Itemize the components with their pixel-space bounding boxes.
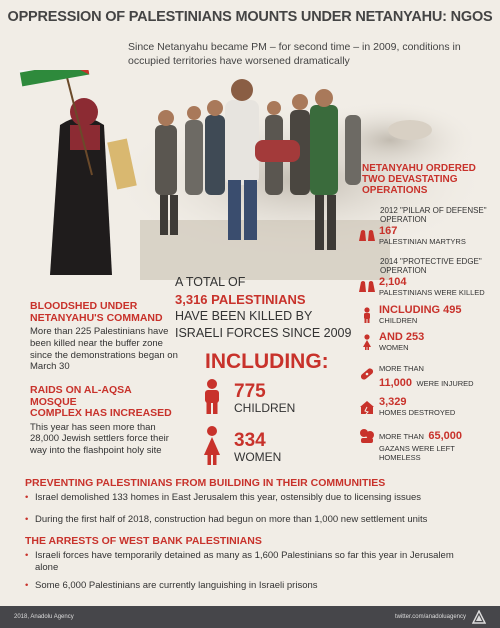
raids-text: This year has seen more than 28,000 Jewish settlers force their way into the flashpoint holy site xyxy=(30,421,169,457)
stat-op2-women xyxy=(355,332,424,352)
op1-title xyxy=(380,206,487,224)
bloodshed-heading-line1: BLOODSHED UNDER xyxy=(30,300,138,312)
including-heading: INCLUDING: xyxy=(205,350,329,373)
op2-killed-label: PALESTINIANS WERE KILLED xyxy=(379,288,485,297)
op1-martyrs-label: PALESTINIAN MARTYRS xyxy=(379,237,466,246)
op2-children-prefix: INCLUDING xyxy=(379,304,441,316)
stat-homeless xyxy=(355,426,462,462)
bloodshed-block xyxy=(30,301,180,373)
center-women-number: 334 xyxy=(234,430,266,451)
footer-twitter-link[interactable]: twitter.com/anadoluagency xyxy=(394,614,466,620)
stat-op2-killed xyxy=(355,277,485,297)
destroyed-house-icon xyxy=(355,397,379,415)
homeless-label-line1: GAZANS WERE LEFT xyxy=(379,444,455,453)
op2-title xyxy=(380,257,482,275)
page-title: OPPRESSION OF PALESTINIANS MOUNTS UNDER NETANYAHU: NGOS xyxy=(7,9,493,25)
op1-title-line2: OPERATION xyxy=(380,215,427,224)
op2-women-label: WOMEN xyxy=(379,343,409,352)
injured-label: WERE INJURED xyxy=(416,379,474,388)
page-subtitle: Since Netanyahu became PM – for second time – in 2009, conditions in occupied territories have worsened dramatically xyxy=(128,41,461,67)
preventing-section xyxy=(25,477,495,526)
op1-title-line1: 2012 "PILLAR OF DEFENSE" xyxy=(380,206,487,215)
total-line1: A TOTAL OF xyxy=(175,275,246,289)
homes-number: 3,329 xyxy=(379,396,407,408)
op2-women-prefix: AND xyxy=(379,331,403,343)
footer-right xyxy=(395,610,486,624)
op2-title-line1: 2014 "PROTECTIVE EDGE" xyxy=(380,257,482,266)
op1-martyrs-number: 167 xyxy=(379,225,398,237)
total-line3: HAVE BEEN KILLED BY xyxy=(175,309,313,323)
woman-icon xyxy=(200,425,230,470)
op2-children-number: 495 xyxy=(443,304,462,316)
op2-title-line2: OPERATION xyxy=(380,266,427,275)
bandage-icon xyxy=(355,364,379,382)
homeless-label-line2: HOMELESS xyxy=(379,453,421,462)
op2-children-label: CHILDREN xyxy=(379,316,418,325)
raids-heading-line2: COMPLEX HAS INCREASED xyxy=(30,407,172,419)
arrests-bullet-1: • Israeli forces have temporarily detained as many as 1,600 Palestinians so far this year in Jerusalem alone xyxy=(25,550,465,574)
center-women-stat xyxy=(200,425,281,470)
preventing-bullet-2: • During the first half of 2018, construction had begun on more than 1,000 new settlement units xyxy=(25,514,495,526)
op2-women-number: 253 xyxy=(405,331,425,343)
preventing-heading: PREVENTING PALESTINIANS FROM BUILDING IN THEIR COMMUNITIES xyxy=(25,477,386,489)
operations-heading xyxy=(362,163,497,196)
injured-number: 11,000 xyxy=(379,377,413,389)
homeless-icon xyxy=(355,426,379,444)
bloodshed-text: More than 225 Palestinians have been killed near the buffer zone since the demonstrations began on March 30 xyxy=(30,326,178,373)
homeless-prefix: MORE THAN xyxy=(379,432,424,441)
stat-op1-martyrs xyxy=(355,226,466,246)
center-children-label: CHILDREN xyxy=(234,401,296,415)
stat-op2-children xyxy=(355,305,462,325)
stat-homes xyxy=(355,397,455,417)
center-children-stat xyxy=(200,378,295,419)
operations-heading-line2: TWO DEVASTATING xyxy=(362,174,458,185)
operations-heading-line3: OPERATIONS xyxy=(362,185,428,196)
bloodshed-heading-line2: NETANYAHU'S COMMAND xyxy=(30,311,163,324)
total-line2: 3,316 PALESTINIANS xyxy=(175,292,306,307)
total-killed-block xyxy=(175,274,365,342)
homes-label: HOMES DESTROYED xyxy=(379,408,456,417)
child-icon xyxy=(200,378,230,419)
arrests-bullet-2: • Some 6,000 Palestinians are currently languishing in Israeli prisons xyxy=(25,580,495,592)
raids-block xyxy=(30,385,180,457)
op2-killed-number: 2,104 xyxy=(379,276,407,288)
center-women-label: WOMEN xyxy=(234,450,282,464)
footer xyxy=(0,606,500,628)
homeless-number: 65,000 xyxy=(428,430,462,442)
center-children-number: 775 xyxy=(234,381,266,402)
arrests-heading: THE ARRESTS OF WEST BANK PALESTINIANS xyxy=(25,535,262,547)
agency-logo-icon xyxy=(472,610,486,624)
hands-icon xyxy=(355,226,379,242)
injured-prefix: MORE THAN xyxy=(379,364,424,373)
footer-copyright: 2018, Anadolu Agency xyxy=(14,614,74,620)
operations-heading-line1: NETANYAHU ORDERED xyxy=(362,163,476,174)
stat-injured xyxy=(355,364,474,391)
raids-heading-line1: RAIDS ON AL-AQSA MOSQUE xyxy=(30,384,132,408)
total-line4: ISRAELI FORCES SINCE 2009 xyxy=(175,326,352,340)
arrests-section xyxy=(25,535,495,592)
preventing-bullet-1: • Israel demolished 133 homes in East Jerusalem this year, ostensibly due to licensing issues xyxy=(25,492,495,504)
